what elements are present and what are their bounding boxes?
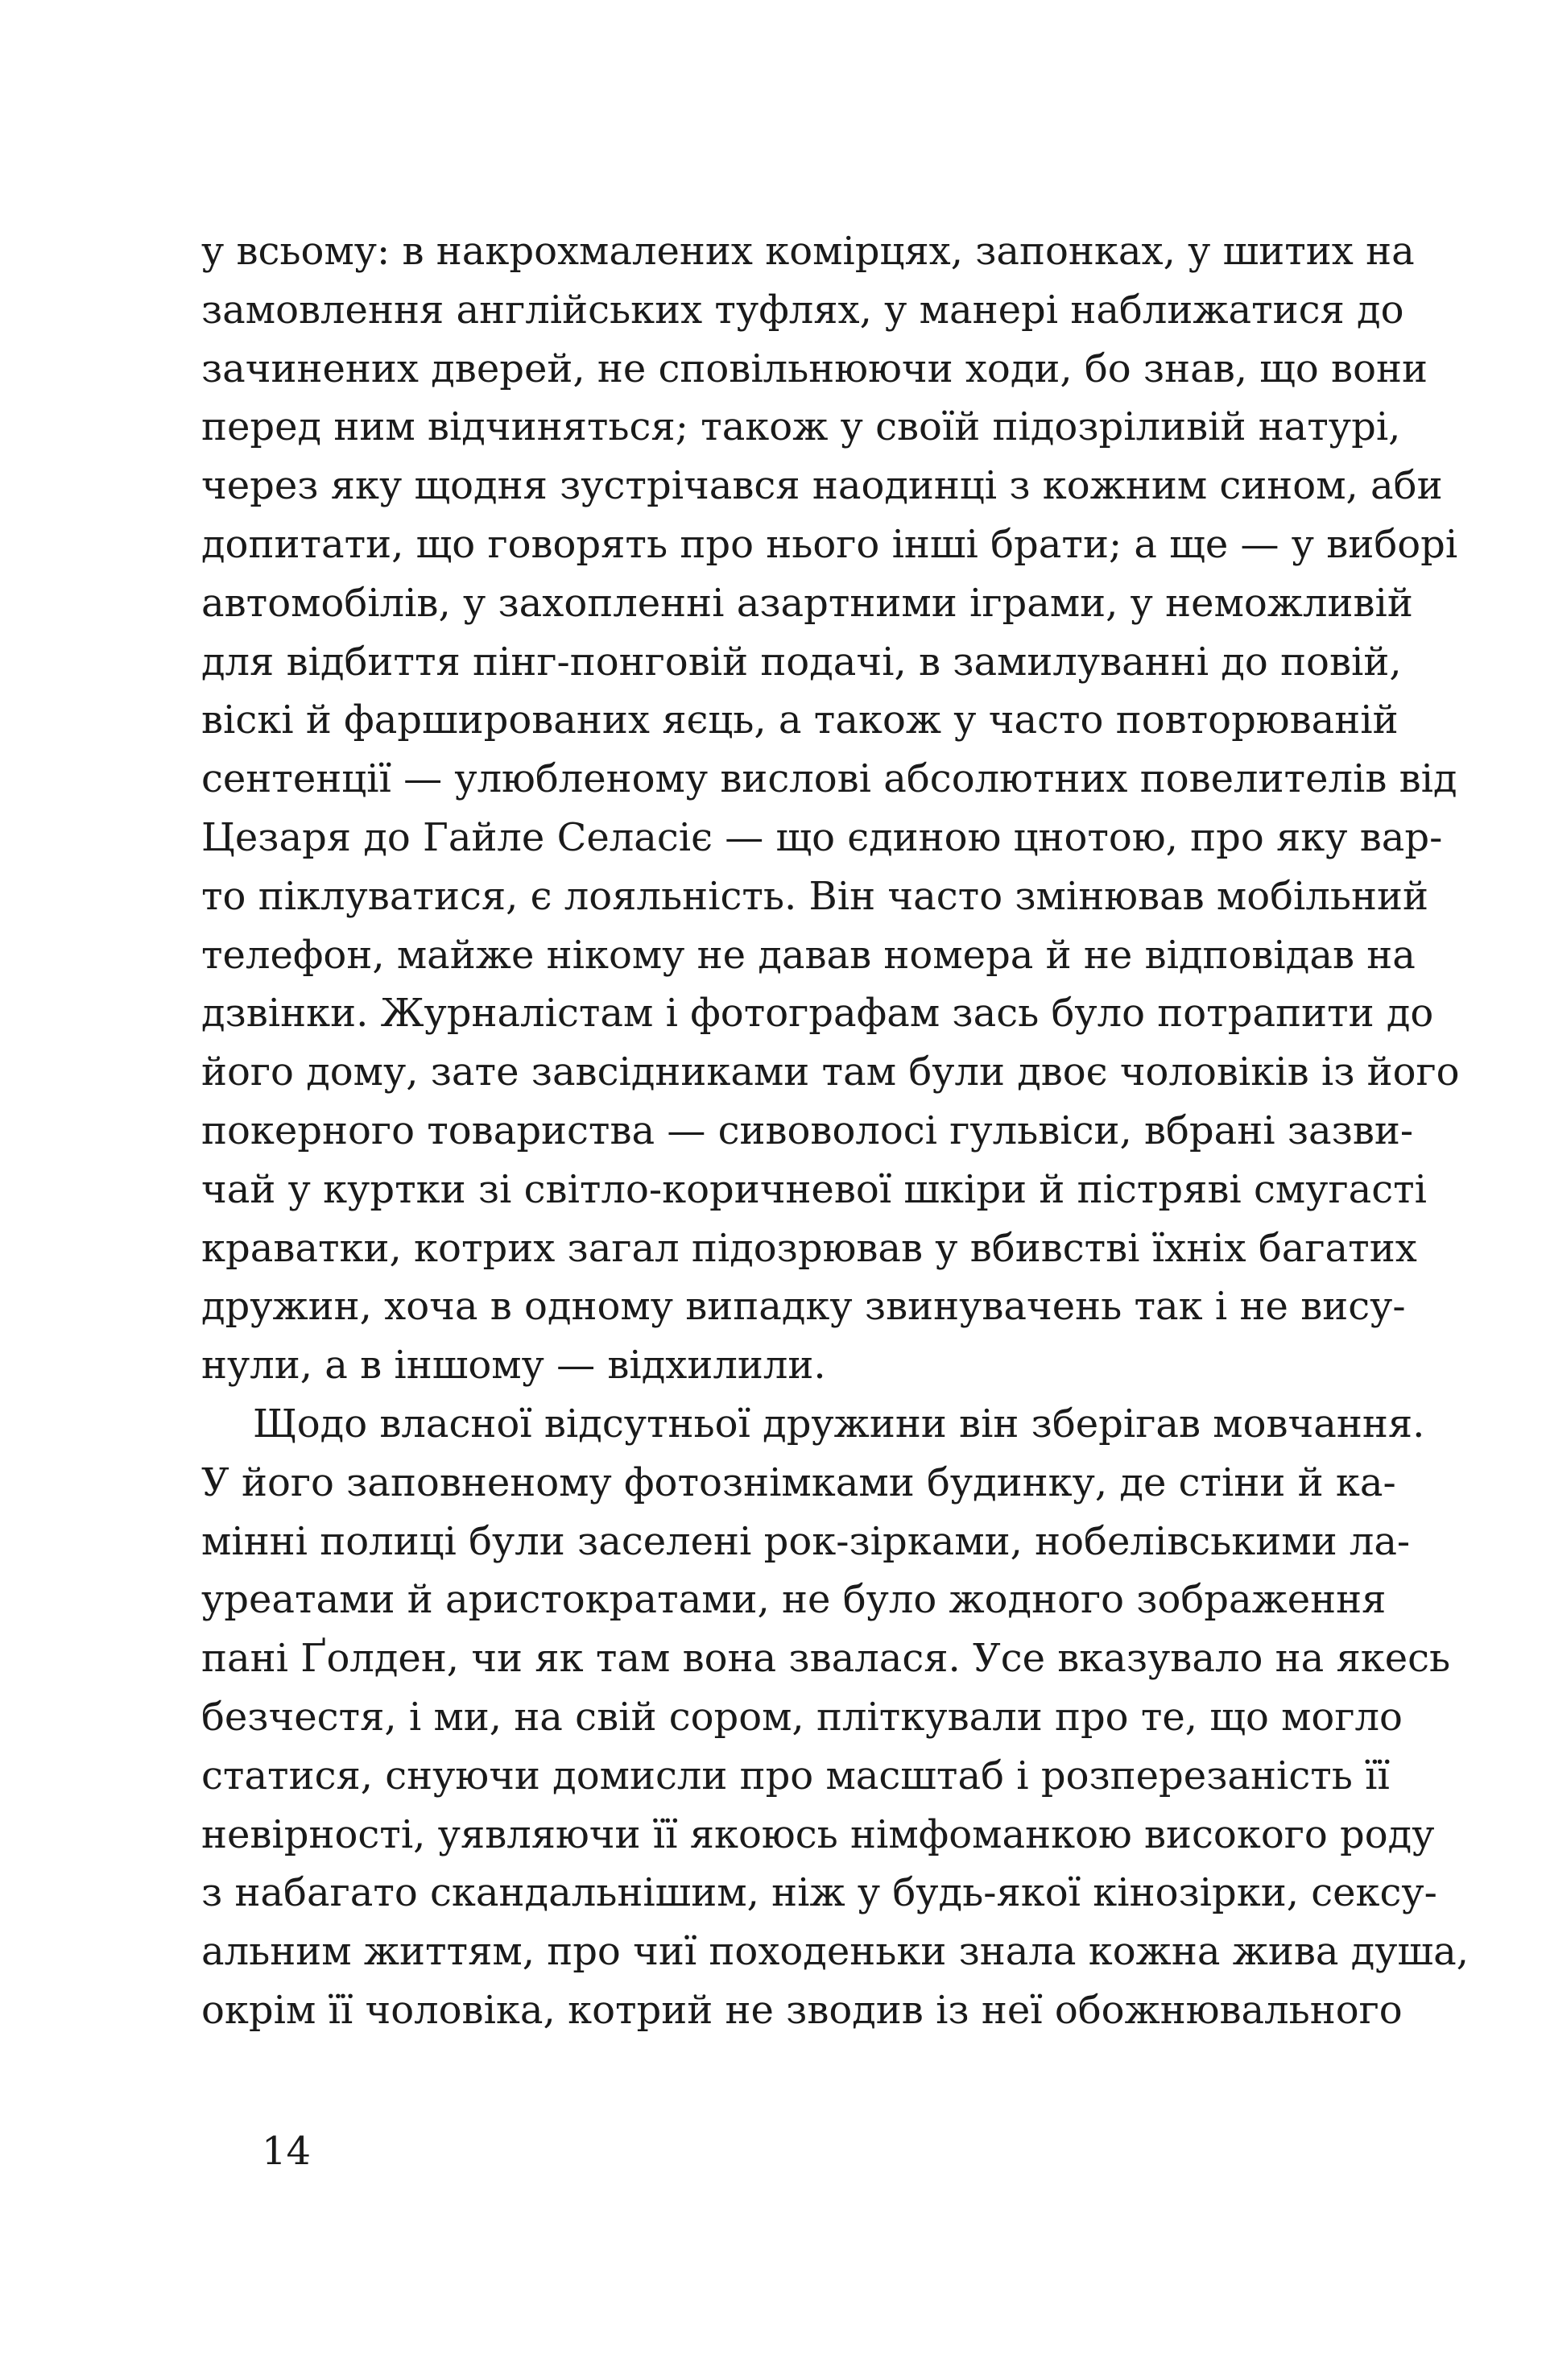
text-line: замовлення англійських туфлях, у манері наближатися до — [201, 287, 1404, 333]
text-line: телефон, майже нікому не давав номера й не відповідав на — [201, 932, 1416, 978]
text-line: статися, снуючи домисли про масштаб і розперезаність її — [201, 1753, 1390, 1798]
text-line: окрім її чоловіка, котрий не зводив із неї обожнювального — [201, 1987, 1403, 2033]
paragraph-1 — [201, 222, 1460, 1395]
text-line: нули, а в іншому — відхилили. — [201, 1343, 826, 1389]
text-line: У його заповненому фотознімками будинку, де стіни й ка- — [201, 1459, 1396, 1505]
text-line: зачинених дверей, не сповільнюючи ходи, бо знав, що вони — [201, 346, 1428, 391]
text-line: пані Ґолден, чи як там вона звалася. Усе вказувало на якесь — [201, 1636, 1451, 1682]
text-line: для відбиття пінг-понговій подачі, в замилуванні до повій, — [201, 639, 1402, 685]
text-line: перед ним відчиняться; також у своїй підозріливій натурі, — [201, 404, 1401, 450]
text-line: з набагато скандальнішим, ніж у будь-якої кінозірки, сексу- — [201, 1870, 1437, 1916]
body-text — [201, 222, 1470, 2040]
text-line: уреатами й аристократами, не було жодного зображення — [201, 1577, 1387, 1623]
text-line: автомобілів, у захопленні азартними іграми, у неможливій — [201, 580, 1413, 626]
text-line: його дому, зате завсідниками там були двоє чоловіків із його — [201, 1049, 1460, 1095]
text-line: допитати, що говорять про нього інші брати; а ще — у виборі — [201, 521, 1458, 567]
text-line: віскі й фаршированих яєць, а також у часто повторюваній — [201, 697, 1399, 743]
text-line: альним життям, про чиї походеньки знала кожна жива душа, — [201, 1929, 1470, 1975]
text-line: покерного товариства — сивоволосі гульвіси, вбрані зазви- — [201, 1107, 1414, 1153]
text-line: безчестя, і ми, на свій сором, пліткували про те, що могло — [201, 1694, 1403, 1740]
text-line: то піклуватися, є лояльність. Він часто змінював мобільний — [201, 873, 1428, 919]
text-line: Щодо власної відсутньої дружини він зберігав мовчання. — [253, 1401, 1425, 1447]
paragraph-2 — [201, 1395, 1470, 2040]
text-line: Цезаря до Гайле Селасіє — що єдиною цнотою, про яку вар- — [201, 814, 1443, 860]
text-line: у всьому: в накрохмалених комірцях, запонках, у шитих на — [201, 229, 1415, 274]
text-line: краватки, котрих загал підозрював у вбивстві їхніх багатих — [201, 1225, 1417, 1271]
text-line: через яку щодня зустрічався наодинці з кожним сином, аби — [201, 463, 1443, 509]
text-line: дружин, хоча в одному випадку звинувачень так і не вису- — [201, 1284, 1406, 1330]
text-line: дзвінки. Журналістам і фотографам зась було потрапити до — [201, 991, 1434, 1037]
text-line: чай у куртки зі світло-коричневої шкіри й пістряві смугасті — [201, 1166, 1428, 1212]
text-line: сентенції — улюбленому вислові абсолютних повелителів від — [201, 756, 1457, 802]
text-line: невірності, уявляючи її якоюсь німфоманкою високого роду — [201, 1811, 1435, 1857]
text-line: мінні полиці були заселені рок-зірками, нобелівськими ла- — [201, 1518, 1411, 1564]
page-number: 14 — [262, 2129, 312, 2174]
